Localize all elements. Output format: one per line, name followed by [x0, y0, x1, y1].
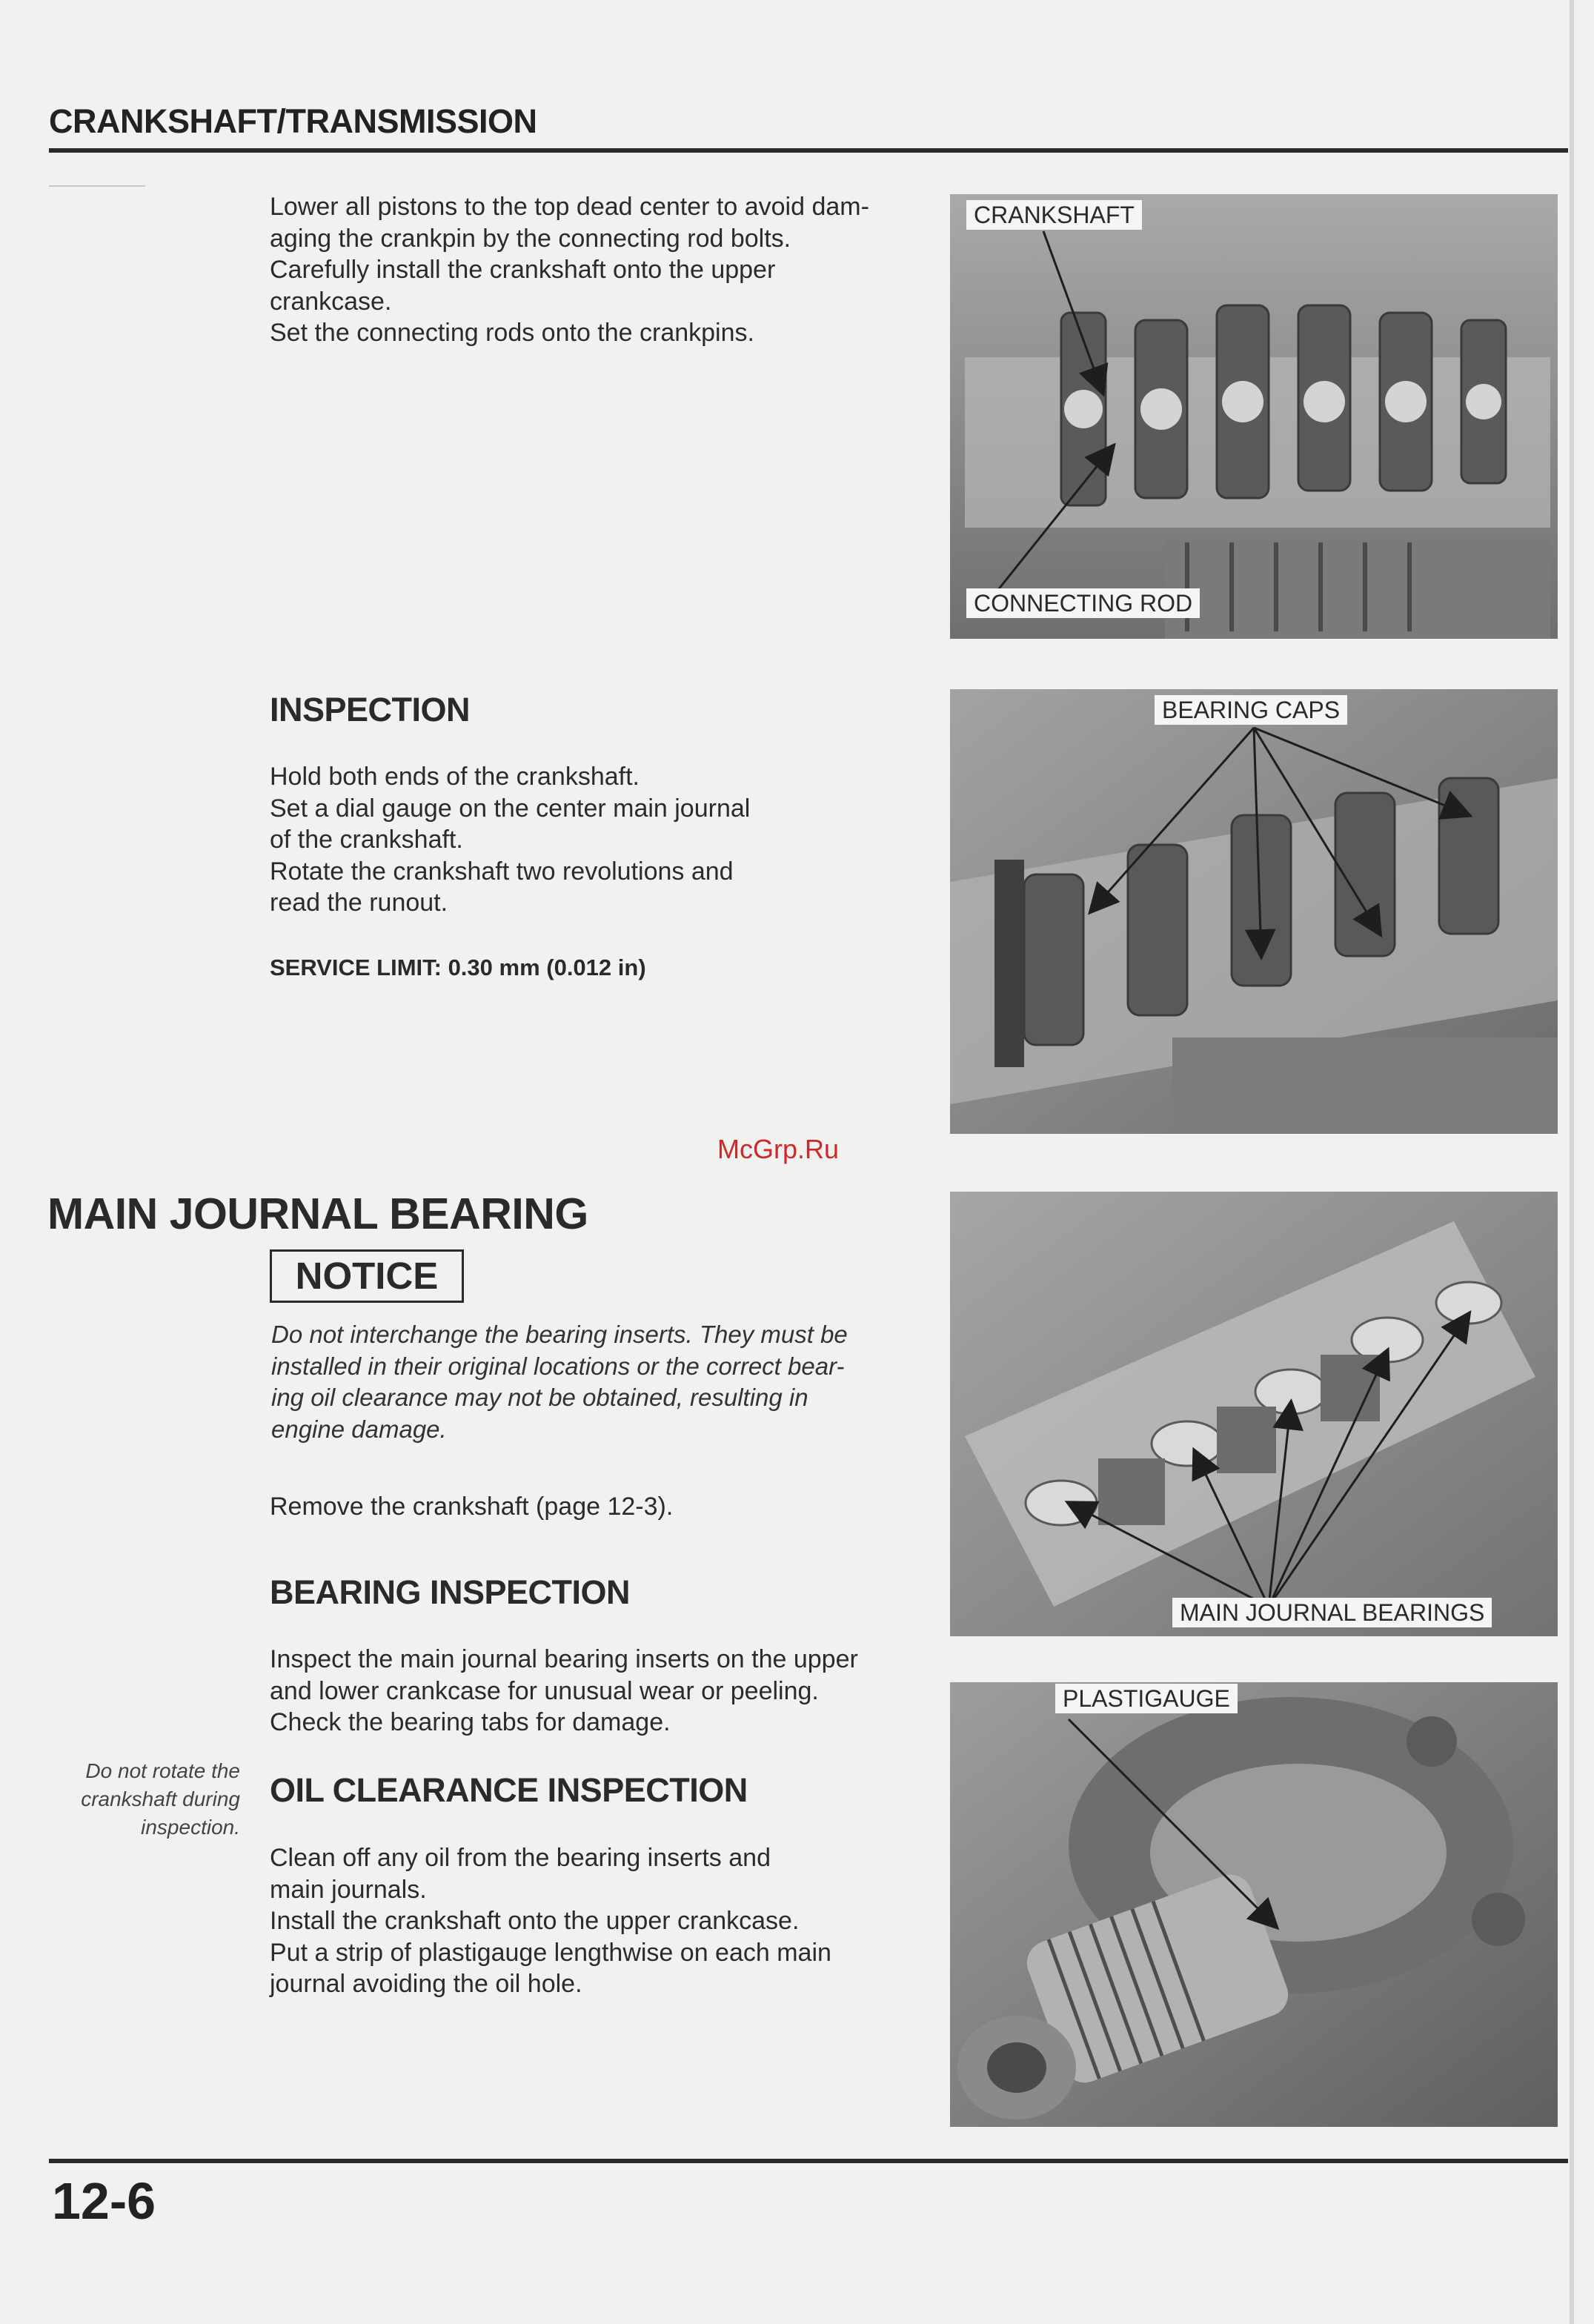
- inspection-heading: INSPECTION: [270, 691, 471, 728]
- bearing-caps-photo: [950, 689, 1558, 1134]
- oil-clearance-line: Install the crankshaft onto the upper crankcase.: [270, 1907, 800, 1935]
- main-journal-bearings-photo: [950, 1192, 1558, 1636]
- figure-bearing-caps: [950, 689, 1558, 1134]
- inspection-line: read the runout.: [270, 889, 448, 917]
- notice-paragraph: [271, 1319, 920, 1445]
- side-note-line: crankshaft during: [81, 1787, 240, 1810]
- scan-page-edge: [1570, 0, 1574, 2324]
- oil-clearance-line: Clean off any oil from the bearing inserts and: [270, 1844, 771, 1872]
- intro-paragraph: [270, 191, 920, 349]
- notice-line: ing oil clearance may not be obtained, resulting in: [271, 1384, 808, 1411]
- figure-crankshaft-install: [950, 194, 1558, 639]
- bearing-inspection-line: and lower crankcase for unusual wear or peeling.: [270, 1676, 819, 1705]
- oil-clearance-line: Put a strip of plastigauge lengthwise on each main: [270, 1938, 831, 1967]
- figure-main-journal-bearings: [950, 1192, 1558, 1636]
- inspection-line: Set a dial gauge on the center main journal: [270, 794, 751, 823]
- label-plastigauge: PLASTIGAUGE: [1055, 1684, 1238, 1713]
- oil-clearance-line: main journals.: [270, 1875, 427, 1904]
- label-crankshaft: CRANKSHAFT: [966, 200, 1142, 230]
- plastigauge-photo: [950, 1682, 1558, 2127]
- intro-line: Set the connecting rods onto the crankpins.: [270, 319, 754, 347]
- header-rule: [49, 148, 1568, 153]
- notice-line: Do not interchange the bearing inserts. They must be: [271, 1321, 848, 1348]
- inspection-line: Rotate the crankshaft two revolutions and: [270, 857, 734, 886]
- intro-line: Carefully install the crankshaft onto the upper: [270, 256, 776, 284]
- intro-line: Lower all pistons to the top dead center to avoid dam-: [270, 193, 869, 221]
- oil-clearance-heading: OIL CLEARANCE INSPECTION: [270, 1771, 748, 1809]
- bearing-inspection-heading: BEARING INSPECTION: [270, 1573, 631, 1611]
- notice-label: NOTICE: [270, 1249, 464, 1303]
- page-number: 12-6: [52, 2172, 156, 2230]
- inspection-line: of the crankshaft.: [270, 826, 463, 854]
- label-connecting-rod: CONNECTING ROD: [966, 588, 1200, 618]
- side-note: [44, 1757, 240, 1842]
- side-note-line: inspection.: [141, 1816, 240, 1839]
- figure-plastigauge: [950, 1682, 1558, 2127]
- main-journal-heading: MAIN JOURNAL BEARING: [47, 1189, 588, 1238]
- bearing-inspection-line: Check the bearing tabs for damage.: [270, 1708, 671, 1736]
- page-header-title: CRANKSHAFT/TRANSMISSION: [49, 102, 537, 140]
- notice-line: installed in their original locations or the correct bear-: [271, 1352, 845, 1380]
- remove-crankshaft-line: Remove the crankshaft (page 12-3).: [270, 1493, 674, 1521]
- bearing-inspection-paragraph: [270, 1644, 922, 1739]
- label-bearing-caps: BEARING CAPS: [1155, 695, 1347, 725]
- watermark-text: McGrp.Ru: [717, 1134, 840, 1164]
- intro-line: aging the crankpin by the connecting rod bolts.: [270, 224, 791, 253]
- service-limit: SERVICE LIMIT: 0.30 mm (0.012 in): [270, 954, 646, 980]
- notice-line: engine damage.: [271, 1415, 447, 1443]
- footer-rule: [49, 2159, 1568, 2163]
- label-main-journal-bearings: MAIN JOURNAL BEARINGS: [1172, 1598, 1492, 1627]
- oil-clearance-line: journal avoiding the oil hole.: [270, 1970, 582, 1998]
- header-subrule: [49, 185, 145, 187]
- bearing-inspection-line: Inspect the main journal bearing inserts on the upper: [270, 1645, 858, 1673]
- intro-line: crankcase.: [270, 287, 392, 316]
- crankshaft-photo: [950, 194, 1558, 639]
- inspection-paragraph: [270, 761, 877, 919]
- oil-clearance-paragraph: [270, 1842, 920, 2000]
- inspection-line: Hold both ends of the crankshaft.: [270, 763, 640, 791]
- side-note-line: Do not rotate the: [85, 1759, 240, 1782]
